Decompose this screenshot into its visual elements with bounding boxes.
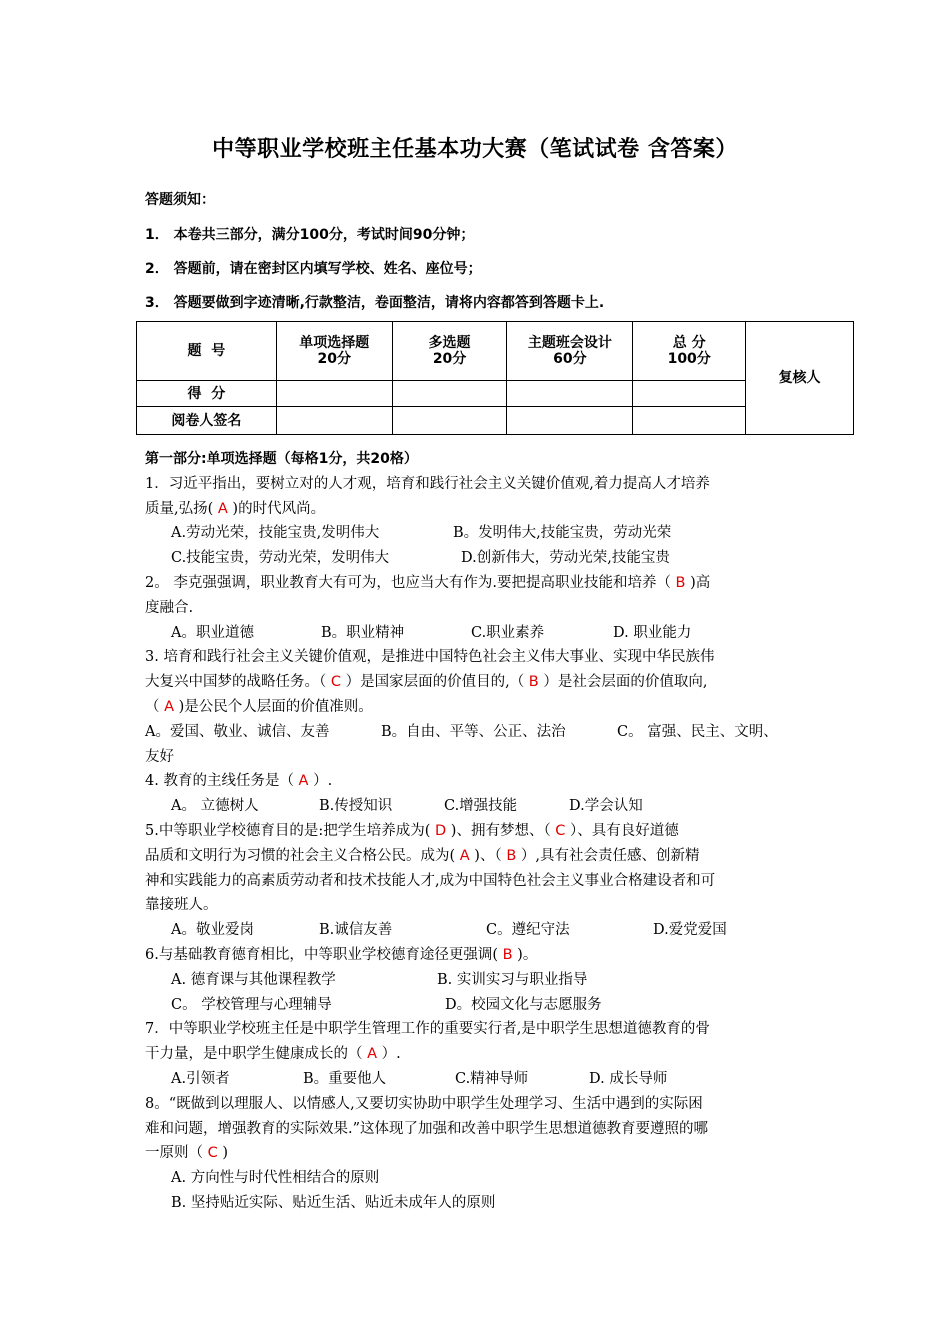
option-b: B。发明伟大,技能宝贵，劳动光荣 (453, 525, 672, 542)
notice-item-3: 3． 答题要做到字迹清晰,行款整洁，卷面整洁，请将内容都答到答题卡上. (145, 295, 605, 311)
signer-cell[interactable] (392, 407, 507, 435)
score-cell[interactable] (276, 381, 392, 407)
option-c: C。 富强、民主、文明、 (617, 723, 778, 740)
question-6-line-1: 6.与基础教育德育相比，中等职业学校德育途径更强调( B )。 (145, 946, 538, 963)
row-signer-label: 阅卷人签名 (137, 407, 277, 435)
answer-mark: C (326, 674, 346, 691)
option-c: C.技能宝贵，劳动光荣，发明伟大 (171, 550, 390, 567)
option-c: C.精神导师 (455, 1070, 529, 1087)
option-b: B.诚信友善 (319, 922, 393, 939)
answer-mark: B (498, 946, 518, 963)
header-class-meeting-design: 主题班会设计 60分 (507, 322, 633, 381)
question-4-options (145, 794, 820, 819)
answer-mark: A (293, 773, 314, 790)
header-total-score: 总 分 100分 (633, 322, 746, 381)
notice-heading: 答题须知： (145, 192, 215, 208)
score-cell[interactable] (392, 381, 507, 407)
question-8-option-b: B. 坚持贴近实际、贴近生活、贴近未成年人的原则 (171, 1194, 496, 1211)
question-6-options-ab (145, 968, 820, 993)
option-b: B。重要他人 (303, 1070, 387, 1087)
question-2-line-2: 度融合. (145, 599, 194, 616)
option-b: B.传授知识 (319, 798, 393, 815)
question-4-line-1: 4. 教育的主线任务是（ A ）. (145, 773, 333, 790)
answer-mark: B (524, 674, 544, 691)
option-a: A。 立德树人 (171, 798, 259, 815)
document-title: 中等职业学校班主任基本功大赛（笔试试卷 含答案） (212, 137, 738, 162)
option-d: D. 成长导师 (589, 1070, 668, 1087)
header-multiple-choice: 多选题 20分 (392, 322, 507, 381)
question-5-line-1: 5.中等职业学校德育目的是:把学生培养成为( D )、拥有梦想、（ C ）、具有良好道德 (145, 822, 679, 839)
option-a: A. 德育课与其他课程教学 (171, 971, 336, 988)
option-d: D. 职业能力 (613, 624, 692, 641)
option-b: B。职业精神 (321, 624, 405, 641)
answer-mark: B (501, 847, 521, 864)
question-1-options-cd (145, 546, 820, 571)
question-5-line-2: 品质和文明行为习惯的社会主义合格公民。成为( A )、（ B ）,具有社会责任感、创新精 (145, 847, 700, 864)
question-7-line-1: 7．中等职业学校班主任是中职学生管理工作的重要实行者,是中职学生思想道德教育的骨 (145, 1021, 710, 1038)
question-2-line-1: 2。 李克强强调，职业教育大有可为，也应当大有作为.要把提高职业技能和培养（ B )高 (145, 574, 711, 591)
question-1-line-1: 1．习近平指出，要树立对的人才观，培育和践行社会主义关键价值观,着力提高人才培养 (145, 475, 710, 492)
answer-mark: A (362, 1046, 382, 1063)
signer-cell[interactable] (507, 407, 633, 435)
score-cell[interactable] (633, 381, 746, 407)
question-3-line-1: 3. 培育和践行社会主义关键价值观，是推进中国特色社会主义伟大事业、实现中华民族伟 (145, 649, 715, 666)
option-d: D.爱党爱国 (653, 922, 727, 939)
question-8-line-3: 一原则（ C ) (145, 1145, 229, 1162)
answer-mark: B (670, 574, 691, 591)
option-a: A。爱国、敬业、诚信、友善 (145, 723, 330, 740)
option-a: A.引领者 (171, 1070, 230, 1087)
section-heading: 第一部分:单项选择题（每格1分，共20格） (145, 451, 418, 467)
option-a: A。敬业爱岗 (171, 922, 254, 939)
option-c: C。 学校管理与心理辅导 (171, 996, 332, 1013)
question-3-line-2: 大复兴中国梦的战略任务。（ C ）是国家层面的价值目的,（ B ）是社会层面的价值取向, (145, 674, 708, 691)
question-1-line-2: 质量,弘扬( A )的时代风尚。 (145, 500, 326, 517)
header-question-number: 题 号 (137, 322, 277, 381)
option-b: B. 实训实习与职业指导 (437, 971, 588, 988)
signer-cell[interactable] (276, 407, 392, 435)
question-8-option-a: A. 方向性与时代性相结合的原则 (171, 1170, 380, 1187)
option-a: A.劳动光荣，技能宝贵,发明伟大 (171, 525, 380, 542)
option-c: C.增强技能 (444, 798, 518, 815)
section-single-choice (145, 447, 820, 1216)
question-3-options-cont: 友好 (145, 748, 174, 765)
option-d: D.创新伟大，劳动光荣,技能宝贵 (461, 550, 670, 567)
header-single-choice: 单项选择题 20分 (276, 322, 392, 381)
answer-mark: A (159, 698, 179, 715)
signer-cell[interactable] (633, 407, 746, 435)
answer-mark: D (430, 822, 451, 839)
option-b: B。自由、平等、公正、法治 (381, 723, 566, 740)
score-table (136, 321, 854, 435)
question-1-options-ab (145, 521, 820, 546)
question-7-line-2: 干力量，是中职学生健康成长的（ A ）. (145, 1046, 401, 1063)
notice-item-2: 2． 答题前，请在密封区内填写学校、姓名、座位号； (145, 261, 482, 277)
question-7-options (145, 1067, 820, 1092)
answer-mark: A (213, 500, 233, 517)
question-3-options (145, 720, 820, 745)
option-d: D。校园文化与志愿服务 (445, 996, 602, 1013)
row-score-label: 得 分 (137, 381, 277, 407)
question-5-line-4: 靠接班人。 (145, 897, 218, 914)
header-reviewer: 复核人 (746, 322, 854, 435)
notice-item-1: 1． 本卷共三部分，满分100分，考试时间90分钟； (145, 227, 475, 243)
score-cell[interactable] (507, 381, 633, 407)
question-8-line-2: 难和问题，增强教育的实际效果.”这体现了加强和改善中职学生思想道德教育要遵照的哪 (145, 1120, 709, 1137)
question-8-line-1: 8。“既做到以理服人、以情感人,又要切实协助中职学生处理学习、生活中遇到的实际困 (145, 1095, 703, 1112)
option-d: D.学会认知 (569, 798, 643, 815)
answer-mark: C (203, 1145, 223, 1162)
option-c: C。遵纪守法 (486, 922, 570, 939)
question-2-options (145, 621, 820, 646)
answer-mark: C (550, 822, 571, 839)
question-5-line-3: 神和实践能力的高素质劳动者和技术技能人才,成为中国特色社会主义事业合格建设者和可 (145, 872, 716, 889)
answer-mark: A (455, 847, 475, 864)
question-3-line-3: （ A )是公民个人层面的价值准则。 (145, 698, 373, 715)
option-a: A。职业道德 (171, 624, 254, 641)
question-6-options-cd (145, 993, 820, 1018)
option-c: C.职业素养 (471, 624, 545, 641)
question-5-options (145, 918, 820, 943)
